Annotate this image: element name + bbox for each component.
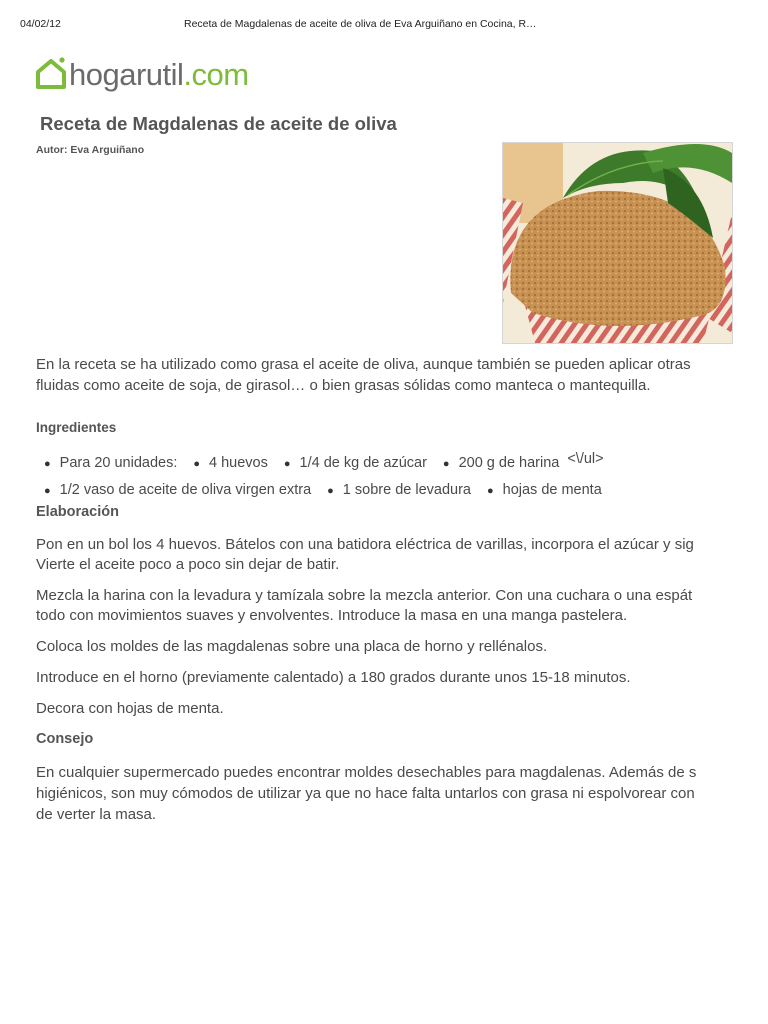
step-paragraph	[36, 535, 733, 575]
intro-line: En la receta se ha utilizado como grasa el aceite de oliva, aunque también se pueden aplicar otras	[36, 356, 691, 373]
ingredient-item	[193, 455, 268, 471]
logo-domain: .com	[183, 56, 249, 92]
tip-heading: Consejo	[36, 731, 94, 747]
recipe-author: Autor: Eva Arguiñano	[36, 144, 145, 156]
step-line: Coloca los moldes de las magdalenas sobre una placa de horno y rellénalos.	[36, 638, 548, 655]
ingredient-text: 1/4 de kg de azúcar	[299, 455, 427, 471]
step-paragraph	[36, 668, 733, 688]
site-logo[interactable]	[35, 52, 249, 96]
step-line: Pon en un bol los 4 huevos. Bátelos con una batidora eléctrica de varillas, incorpora el azúcar y sig	[36, 536, 694, 553]
elaboration-heading: Elaboración	[36, 504, 119, 520]
ingredient-text: 1/2 vaso de aceite de oliva virgen extra	[59, 482, 312, 498]
ingredient-text: Para 20 unidades:	[59, 455, 178, 471]
ingredients-heading: Ingredientes	[36, 420, 117, 435]
print-header	[20, 18, 748, 32]
ingredients-list-row	[44, 482, 618, 498]
bullet-icon: ●	[44, 485, 51, 497]
house-icon	[35, 56, 67, 92]
ingredient-item	[487, 482, 602, 498]
recipe-title: Receta de Magdalenas de aceite de oliva	[40, 113, 397, 134]
print-date: 04/02/12	[20, 18, 61, 30]
ingredient-text: 1 sobre de levadura	[342, 482, 471, 498]
muffin-illustration	[503, 143, 732, 343]
intro-line: fluidas como aceite de soja, de girasol… o bien grasas sólidas como manteca o mantequilla.	[36, 377, 651, 394]
tip-line: higiénicos, son muy cómodos de utilizar ya que no hace falta untarlos con grasa ni espolvorear con	[36, 785, 695, 802]
step-line: Decora con hojas de menta.	[36, 700, 224, 717]
logo-wordmark	[69, 56, 249, 92]
stray-markup: <\/ul>	[567, 451, 604, 467]
ingredient-item	[443, 455, 559, 471]
ingredients-list-row	[44, 451, 604, 471]
ingredient-item	[284, 455, 427, 471]
recipe-photo	[502, 142, 733, 344]
bullet-icon: ●	[193, 458, 201, 470]
step-line: Vierte el aceite poco a poco sin dejar de batir.	[36, 556, 340, 573]
logo-name: hogarutil	[69, 56, 184, 92]
print-page-title: Receta de Magdalenas de aceite de oliva de Eva Arguiñano en Cocina, R…	[184, 18, 537, 30]
bullet-icon: ●	[283, 458, 291, 470]
step-paragraph	[36, 637, 733, 657]
ingredient-text: 4 huevos	[209, 455, 268, 471]
tip-line: de verter la masa.	[36, 806, 157, 823]
ingredient-item	[44, 482, 311, 498]
step-line: todo con movimientos suaves y envolventes. Introduce la masa en una manga pastelera.	[36, 607, 628, 624]
ingredient-item	[44, 455, 177, 471]
bullet-icon: ●	[442, 458, 450, 470]
tip-text	[36, 762, 733, 825]
step-paragraph	[36, 699, 733, 719]
ingredient-text: 200 g de harina	[458, 455, 560, 471]
step-paragraph	[36, 586, 733, 626]
bullet-icon: ●	[44, 458, 51, 470]
recipe-intro	[36, 354, 733, 396]
step-line: Introduce en el horno (previamente calentado) a 180 grados durante unos 15-18 minutos.	[36, 669, 631, 686]
step-line: Mezcla la harina con la levadura y tamízala sobre la mezcla anterior. Con una cuchara o una espát	[36, 587, 693, 604]
elaboration-steps	[36, 535, 733, 730]
ingredient-text: hojas de menta	[502, 482, 602, 498]
ingredient-item	[327, 482, 471, 498]
tip-line: En cualquier supermercado puedes encontrar moldes desechables para magdalenas. Además de s	[36, 764, 697, 781]
bullet-icon: ●	[327, 485, 334, 497]
bullet-icon: ●	[486, 485, 494, 497]
